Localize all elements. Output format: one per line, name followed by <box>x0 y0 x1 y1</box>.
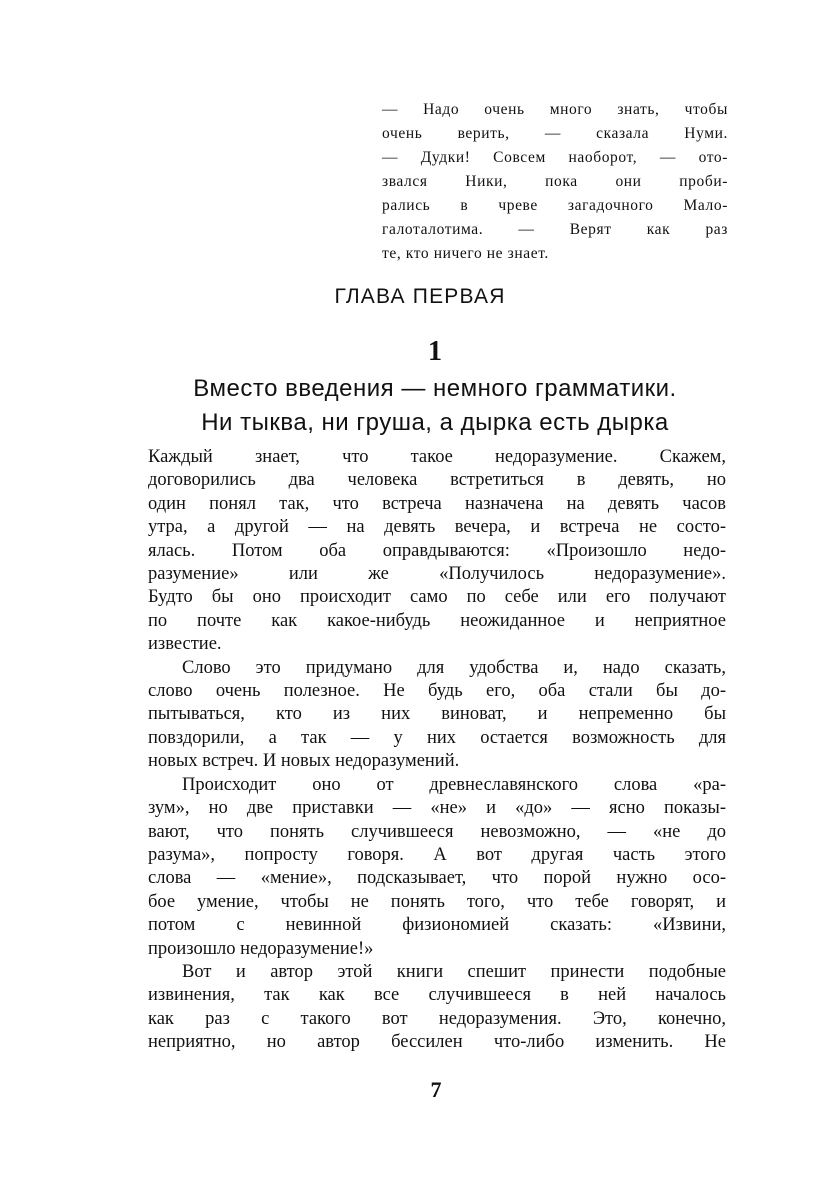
text-line: один понял так, что встреча назначена на девять часов <box>148 493 726 514</box>
text-line: зум», но две приставки — «не» и «до» — ясно показы- <box>148 798 726 819</box>
epigraph-line: — Надо очень много знать, чтобы <box>382 101 728 118</box>
paragraph <box>148 774 726 961</box>
text-line: новых встреч. И новых недоразумений. <box>148 751 460 772</box>
epigraph-line: звался Ники, пока они проби- <box>382 173 728 190</box>
section-title-line: Ни тыква, ни груша, а дырка есть дырка <box>201 409 669 436</box>
paragraph <box>148 961 726 1055</box>
text-line: потом с невинной физиономией сказать: «Извини, <box>148 915 726 936</box>
text-line: ялась. Потом оба оправдываются: «Произошло недо- <box>148 540 726 561</box>
chapter-title: ГЛАВА ПЕРВАЯ <box>334 285 506 308</box>
text-line: разума», попросту говоря. А вот другая часть этого <box>148 844 726 865</box>
text-line: Слово это придумано для удобства и, надо сказать, <box>182 657 726 678</box>
section-title-line: Вместо введения — немного грамматики. <box>193 375 677 402</box>
section-title <box>0 372 840 440</box>
text-line: Вот и автор этой книги спешит принести подобные <box>182 961 726 982</box>
page-number: 7 <box>430 1077 442 1102</box>
text-line: вают, что понять случившееся невозможно, — «не до <box>148 821 726 842</box>
epigraph-line: галоталотима. — Верят как раз <box>382 221 728 238</box>
section-number: 1 <box>428 336 442 367</box>
text-line: слово очень полезное. Не будь его, оба стали бы до- <box>148 681 726 702</box>
epigraph-line: рались в чреве загадочного Мало- <box>382 197 728 214</box>
text-line: по почте как какое-нибудь неожиданное и неприятное <box>148 610 726 631</box>
text-line: извинения, так как все случившееся в ней началось <box>148 985 726 1006</box>
text-line: разумение» или же «Получилось недоразумение». <box>148 564 726 585</box>
text-line: произошло недоразумение!» <box>148 938 374 959</box>
body-text <box>148 446 726 1055</box>
epigraph-line: те, кто ничего не знает. <box>382 245 549 262</box>
text-line: Будто бы оно происходит само по себе или его получают <box>148 587 726 608</box>
epigraph-line: очень верить, — сказала Нуми. <box>382 125 728 142</box>
text-line: известие. <box>148 634 222 655</box>
paragraph <box>148 657 726 774</box>
text-line: неприятно, но автор бессилен что-либо изменить. Не <box>148 1032 726 1053</box>
text-line: как раз с такого вот недоразумения. Это, конечно, <box>148 1008 726 1029</box>
epigraph <box>382 98 728 266</box>
text-line: пытываться, кто из них виноват, и непременно бы <box>148 704 726 725</box>
text-line: договорились два человека встретиться в девять, но <box>148 470 726 491</box>
text-line: Происходит оно от древнеславянского слова «ра- <box>182 774 726 795</box>
text-line: утра, а другой — на девять вечера, и встреча не состо- <box>148 517 726 538</box>
paragraph <box>148 446 726 657</box>
text-line: повздорили, а так — у них остается возможность для <box>148 727 726 748</box>
text-line: слова — «мение», подсказывает, что порой нужно осо- <box>148 868 726 889</box>
text-line: бое умение, чтобы не понять того, что тебе говорят, и <box>148 891 726 912</box>
epigraph-line: — Дудки! Совсем наоборот, — ото- <box>382 149 728 166</box>
text-line: Каждый знает, что такое недоразумение. Скажем, <box>148 447 726 467</box>
